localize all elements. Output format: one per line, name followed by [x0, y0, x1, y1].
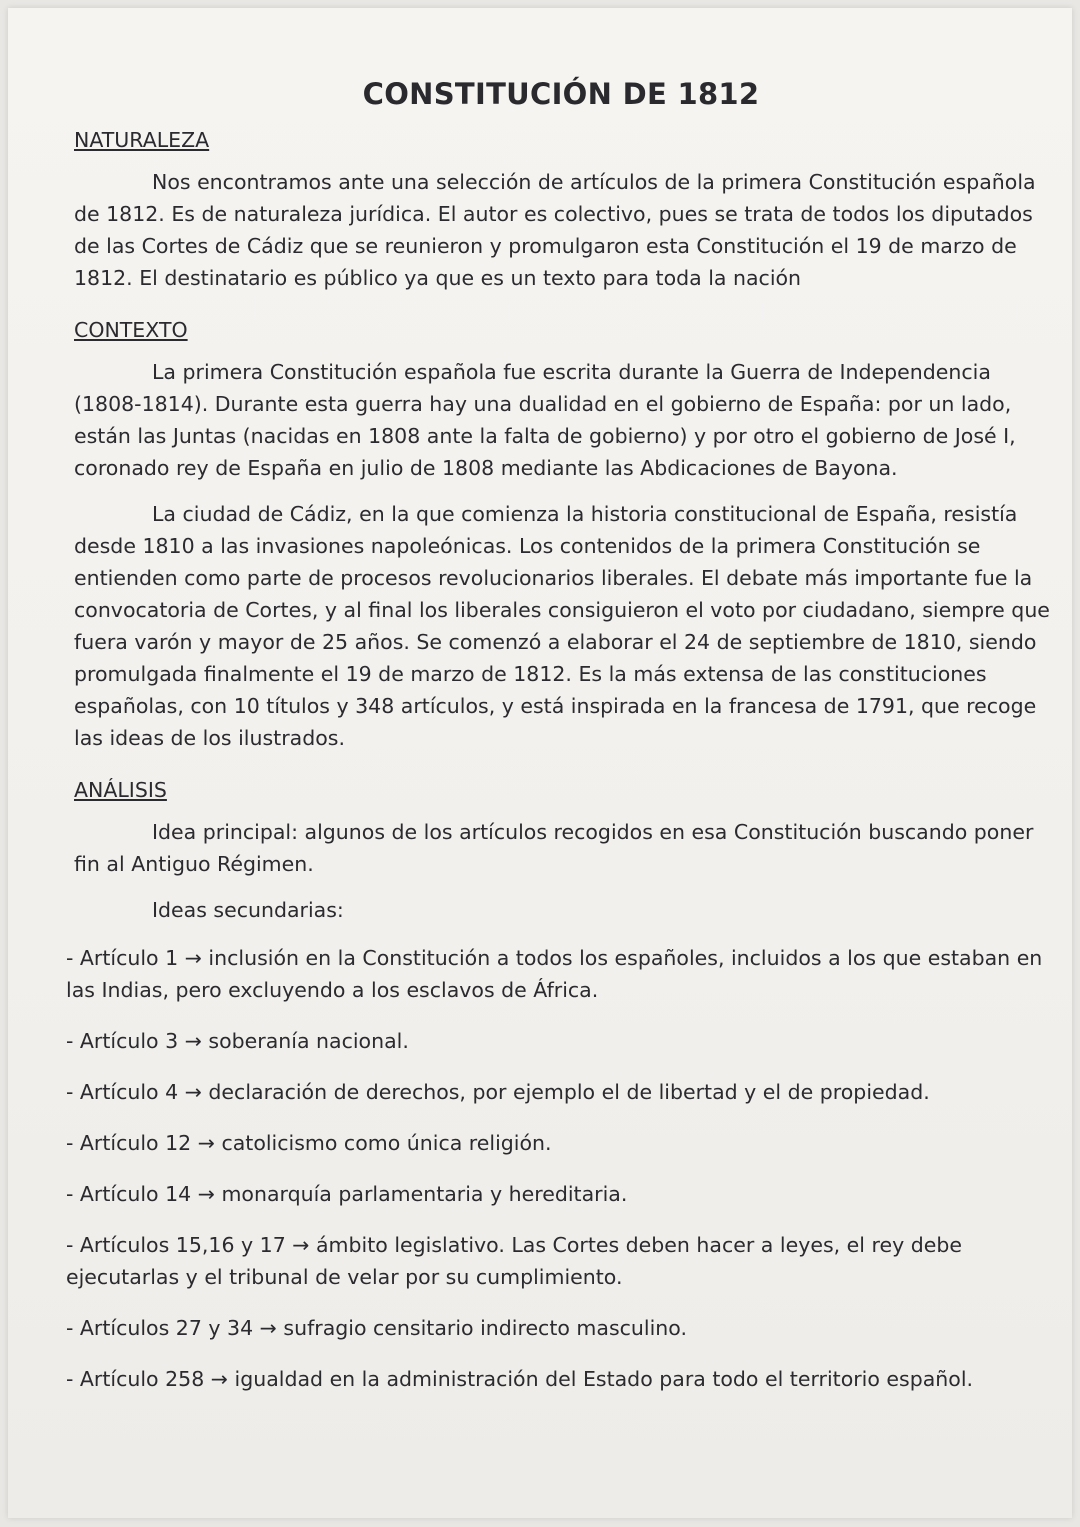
- naturaleza-paragraph: Nos encontramos ante una selección de artículos de la primera Constitución española de 1812. Es de naturaleza jurídica. El autor es colectivo, pues se trata de todos los diputados de las Cortes de Cádiz que se reunieron y promulgaron esta Constitución el 19 de marzo de 1812. El destinatario es público ya que es un texto para toda la nación: [74, 170, 1036, 290]
- ideas-secundarias-label: Ideas secundarias:: [152, 898, 344, 922]
- list-item: [66, 1025, 1056, 1057]
- arrow-icon: →: [184, 1029, 202, 1053]
- contexto-paragraph-1: La primera Constitución española fue escrita durante la Guerra de Independencia (1808-1814). Durante esta guerra hay una dualidad en el gobierno de España: por un lado, están las Juntas (nacidas en 1808 ante la falta de gobierno) y por otro el gobierno de José I, coronado rey de España en julio de 1808 mediante las Abdicaciones de Bayona.: [74, 360, 1016, 480]
- article-description: sufragio censitario indirecto masculino.: [283, 1316, 687, 1340]
- article-ref: - Artículos 15,16 y 17: [66, 1233, 286, 1257]
- list-item: [66, 1178, 1056, 1210]
- list-item: [66, 1127, 1056, 1159]
- article-ref: - Artículo 12: [66, 1131, 192, 1155]
- document-body: [66, 78, 1056, 1414]
- arrow-icon: →: [197, 1131, 215, 1155]
- list-item: [66, 1076, 1056, 1108]
- list-item: [66, 1312, 1056, 1344]
- idea-principal: Idea principal: algunos de los artículos recogidos en esa Constitución buscando poner fin al Antiguo Régimen.: [74, 820, 1034, 876]
- article-ref: - Artículo 258: [66, 1367, 205, 1391]
- section-contexto: [66, 308, 1056, 754]
- section-naturaleza: [66, 118, 1056, 294]
- heading-contexto: CONTEXTO: [74, 318, 188, 342]
- arrow-icon: →: [259, 1316, 277, 1340]
- article-ref: - Artículo 14: [66, 1182, 192, 1206]
- article-description: inclusión en la Constitución a todos los españoles, incluidos a los que estaban en las Indias, pero excluyendo a los esclavos de África.: [66, 946, 1043, 1002]
- document-page: [8, 8, 1072, 1518]
- document-title: CONSTITUCIÓN DE 1812: [362, 77, 760, 111]
- article-ref: - Artículo 4: [66, 1080, 179, 1104]
- article-ref: - Artículo 1: [66, 946, 179, 970]
- ideas-secundarias-list: [66, 942, 1056, 1395]
- arrow-icon: →: [184, 1080, 202, 1104]
- arrow-icon: →: [292, 1233, 310, 1257]
- arrow-icon: →: [210, 1367, 228, 1391]
- article-description: igualdad en la administración del Estado para todo el territorio español.: [234, 1367, 974, 1391]
- article-description: monarquía parlamentaria y hereditaria.: [221, 1182, 628, 1206]
- article-description: ámbito legislativo. Las Cortes deben hacer a leyes, el rey debe ejecutarlas y el tribunal de velar por su cumplimiento.: [66, 1233, 962, 1289]
- article-description: catolicismo como única religión.: [221, 1131, 552, 1155]
- article-description: soberanía nacional.: [208, 1029, 409, 1053]
- arrow-icon: →: [197, 1182, 215, 1206]
- article-ref: - Artículo 3: [66, 1029, 179, 1053]
- list-item: [66, 942, 1056, 1006]
- heading-naturaleza: NATURALEZA: [74, 128, 210, 152]
- article-description: declaración de derechos, por ejemplo el de libertad y el de propiedad.: [208, 1080, 930, 1104]
- list-item: [66, 1229, 1056, 1293]
- list-item: [66, 1363, 1056, 1395]
- contexto-paragraph-2: La ciudad de Cádiz, en la que comienza la historia constitucional de España, resistía desde 1810 a las invasiones napoleónicas. Los contenidos de la primera Constitución se entienden como parte de procesos revolucionarios liberales. El debate más importante fue la convocatoria de Cortes, y al final los liberales consiguieron el voto por ciudadano, siempre que fuera varón y mayor de 25 años. Se comenzó a elaborar el 24 de septiembre de 1810, siendo promulgada finalmente el 19 de marzo de 1812. Es la más extensa de las constituciones españolas, con 10 títulos y 348 artículos, y está inspirada en la francesa de 1791, que recoge las ideas de los ilustrados.: [74, 502, 1050, 750]
- heading-analisis: ANÁLISIS: [74, 778, 167, 802]
- article-ref: - Artículos 27 y 34: [66, 1316, 254, 1340]
- section-analisis: [66, 768, 1056, 1395]
- arrow-icon: →: [184, 946, 202, 970]
